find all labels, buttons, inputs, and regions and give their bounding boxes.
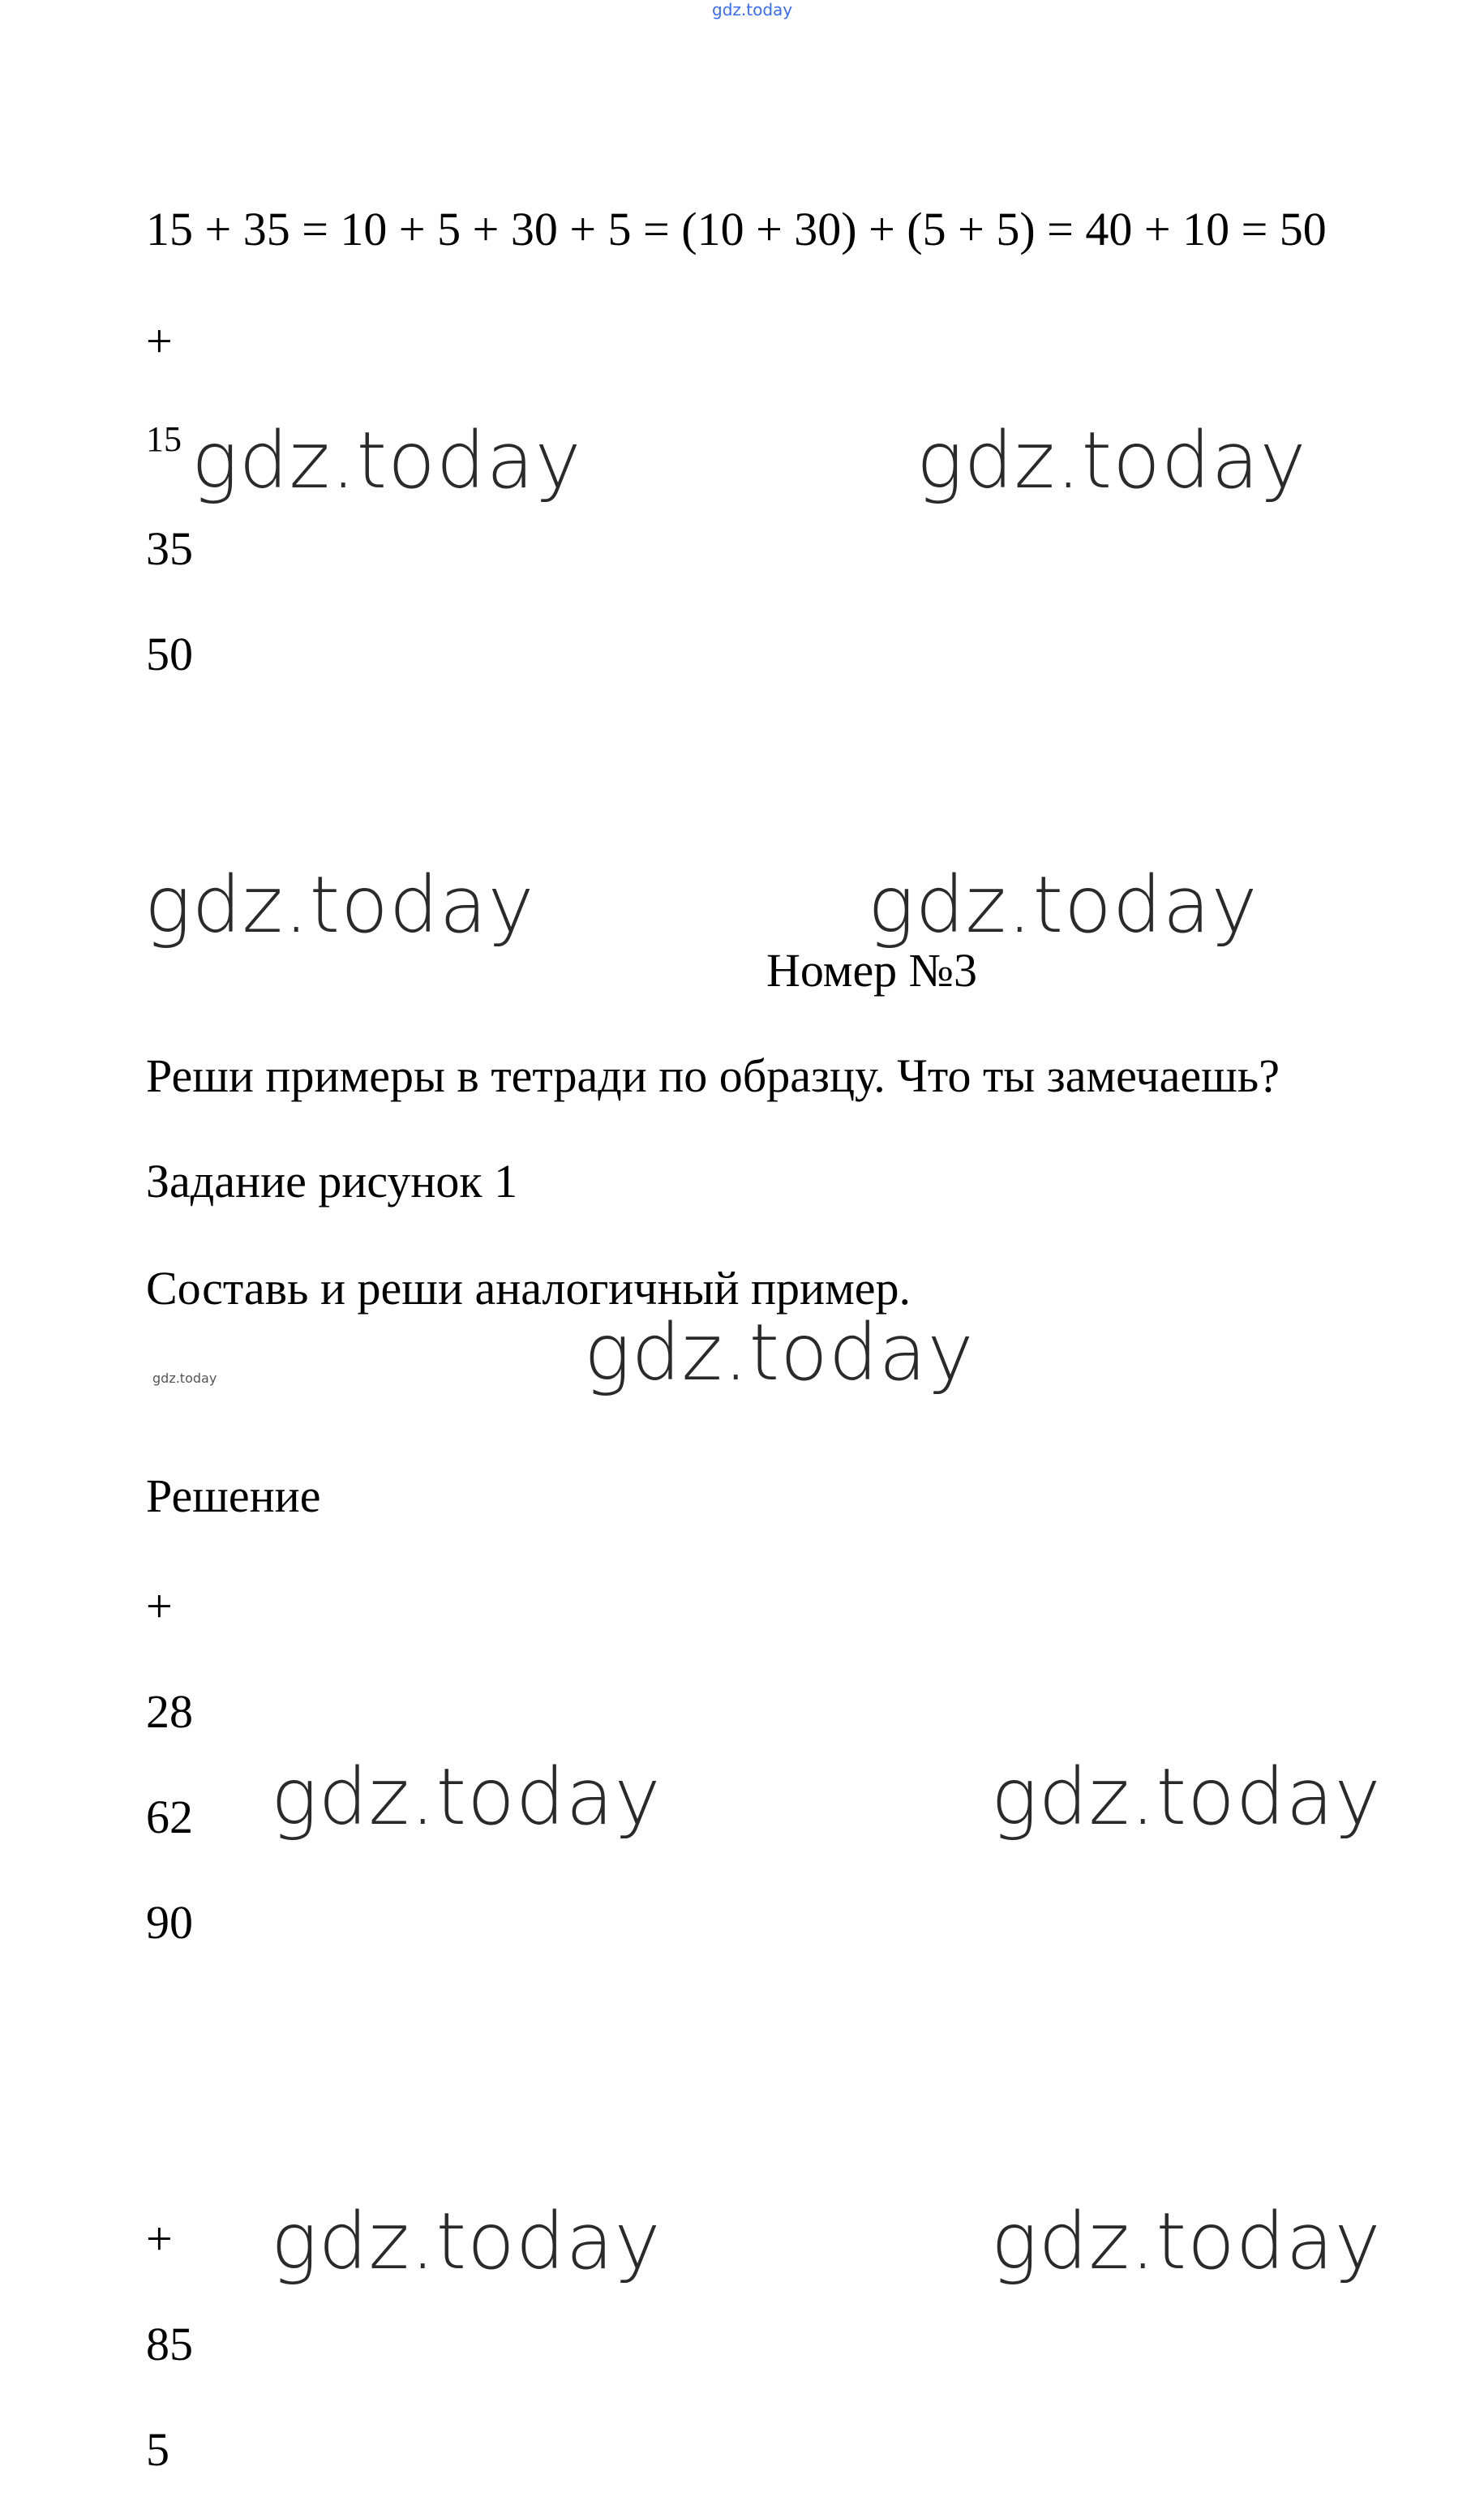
column-2-sign: + (146, 1580, 173, 1632)
task-instruction: Реши примеры в тетради по образцу. Что ты замечаешь? (146, 1049, 1280, 1102)
watermark-1: gdz.today (191, 415, 582, 506)
top-watermark: gdz.today (712, 0, 793, 19)
watermark-8: gdz.today (271, 2196, 662, 2287)
column-3-addend-2: 5 (146, 2423, 169, 2476)
watermark-9: gdz.today (991, 2196, 1382, 2287)
column-2-addend-1: 28 (146, 1685, 193, 1738)
watermark-6: gdz.today (271, 1752, 662, 1842)
watermark-3: gdz.today (144, 860, 535, 950)
task-number-title: Номер №3 (766, 944, 978, 997)
column-1-addend-1: 15 (146, 419, 182, 459)
column-2-addend-2: 62 (146, 1791, 193, 1843)
example-equation: 15 + 35 = 10 + 5 + 30 + 5 = (10 + 30) + (5 + 5) = 40 + 10 = 50 (146, 203, 1327, 255)
column-3-addend-1: 85 (146, 2318, 193, 2370)
figure-caption: Задание рисунок 1 (146, 1155, 518, 1208)
watermark-5: gdz.today (584, 1307, 975, 1398)
column-3-sign: + (146, 2212, 173, 2265)
watermark-4: gdz.today (868, 860, 1259, 950)
small-watermark: gdz.today (152, 1371, 217, 1386)
solution-heading: Решение (146, 1469, 321, 1522)
column-1-sign: + (146, 315, 173, 367)
column-1-sum: 50 (146, 628, 193, 680)
column-1-addend-2: 35 (146, 522, 193, 575)
column-2-sum: 90 (146, 1896, 193, 1949)
subtask-text: Составь и реши аналогичный пример. (146, 1262, 911, 1315)
watermark-2: gdz.today (916, 415, 1307, 506)
watermark-7: gdz.today (991, 1752, 1382, 1842)
